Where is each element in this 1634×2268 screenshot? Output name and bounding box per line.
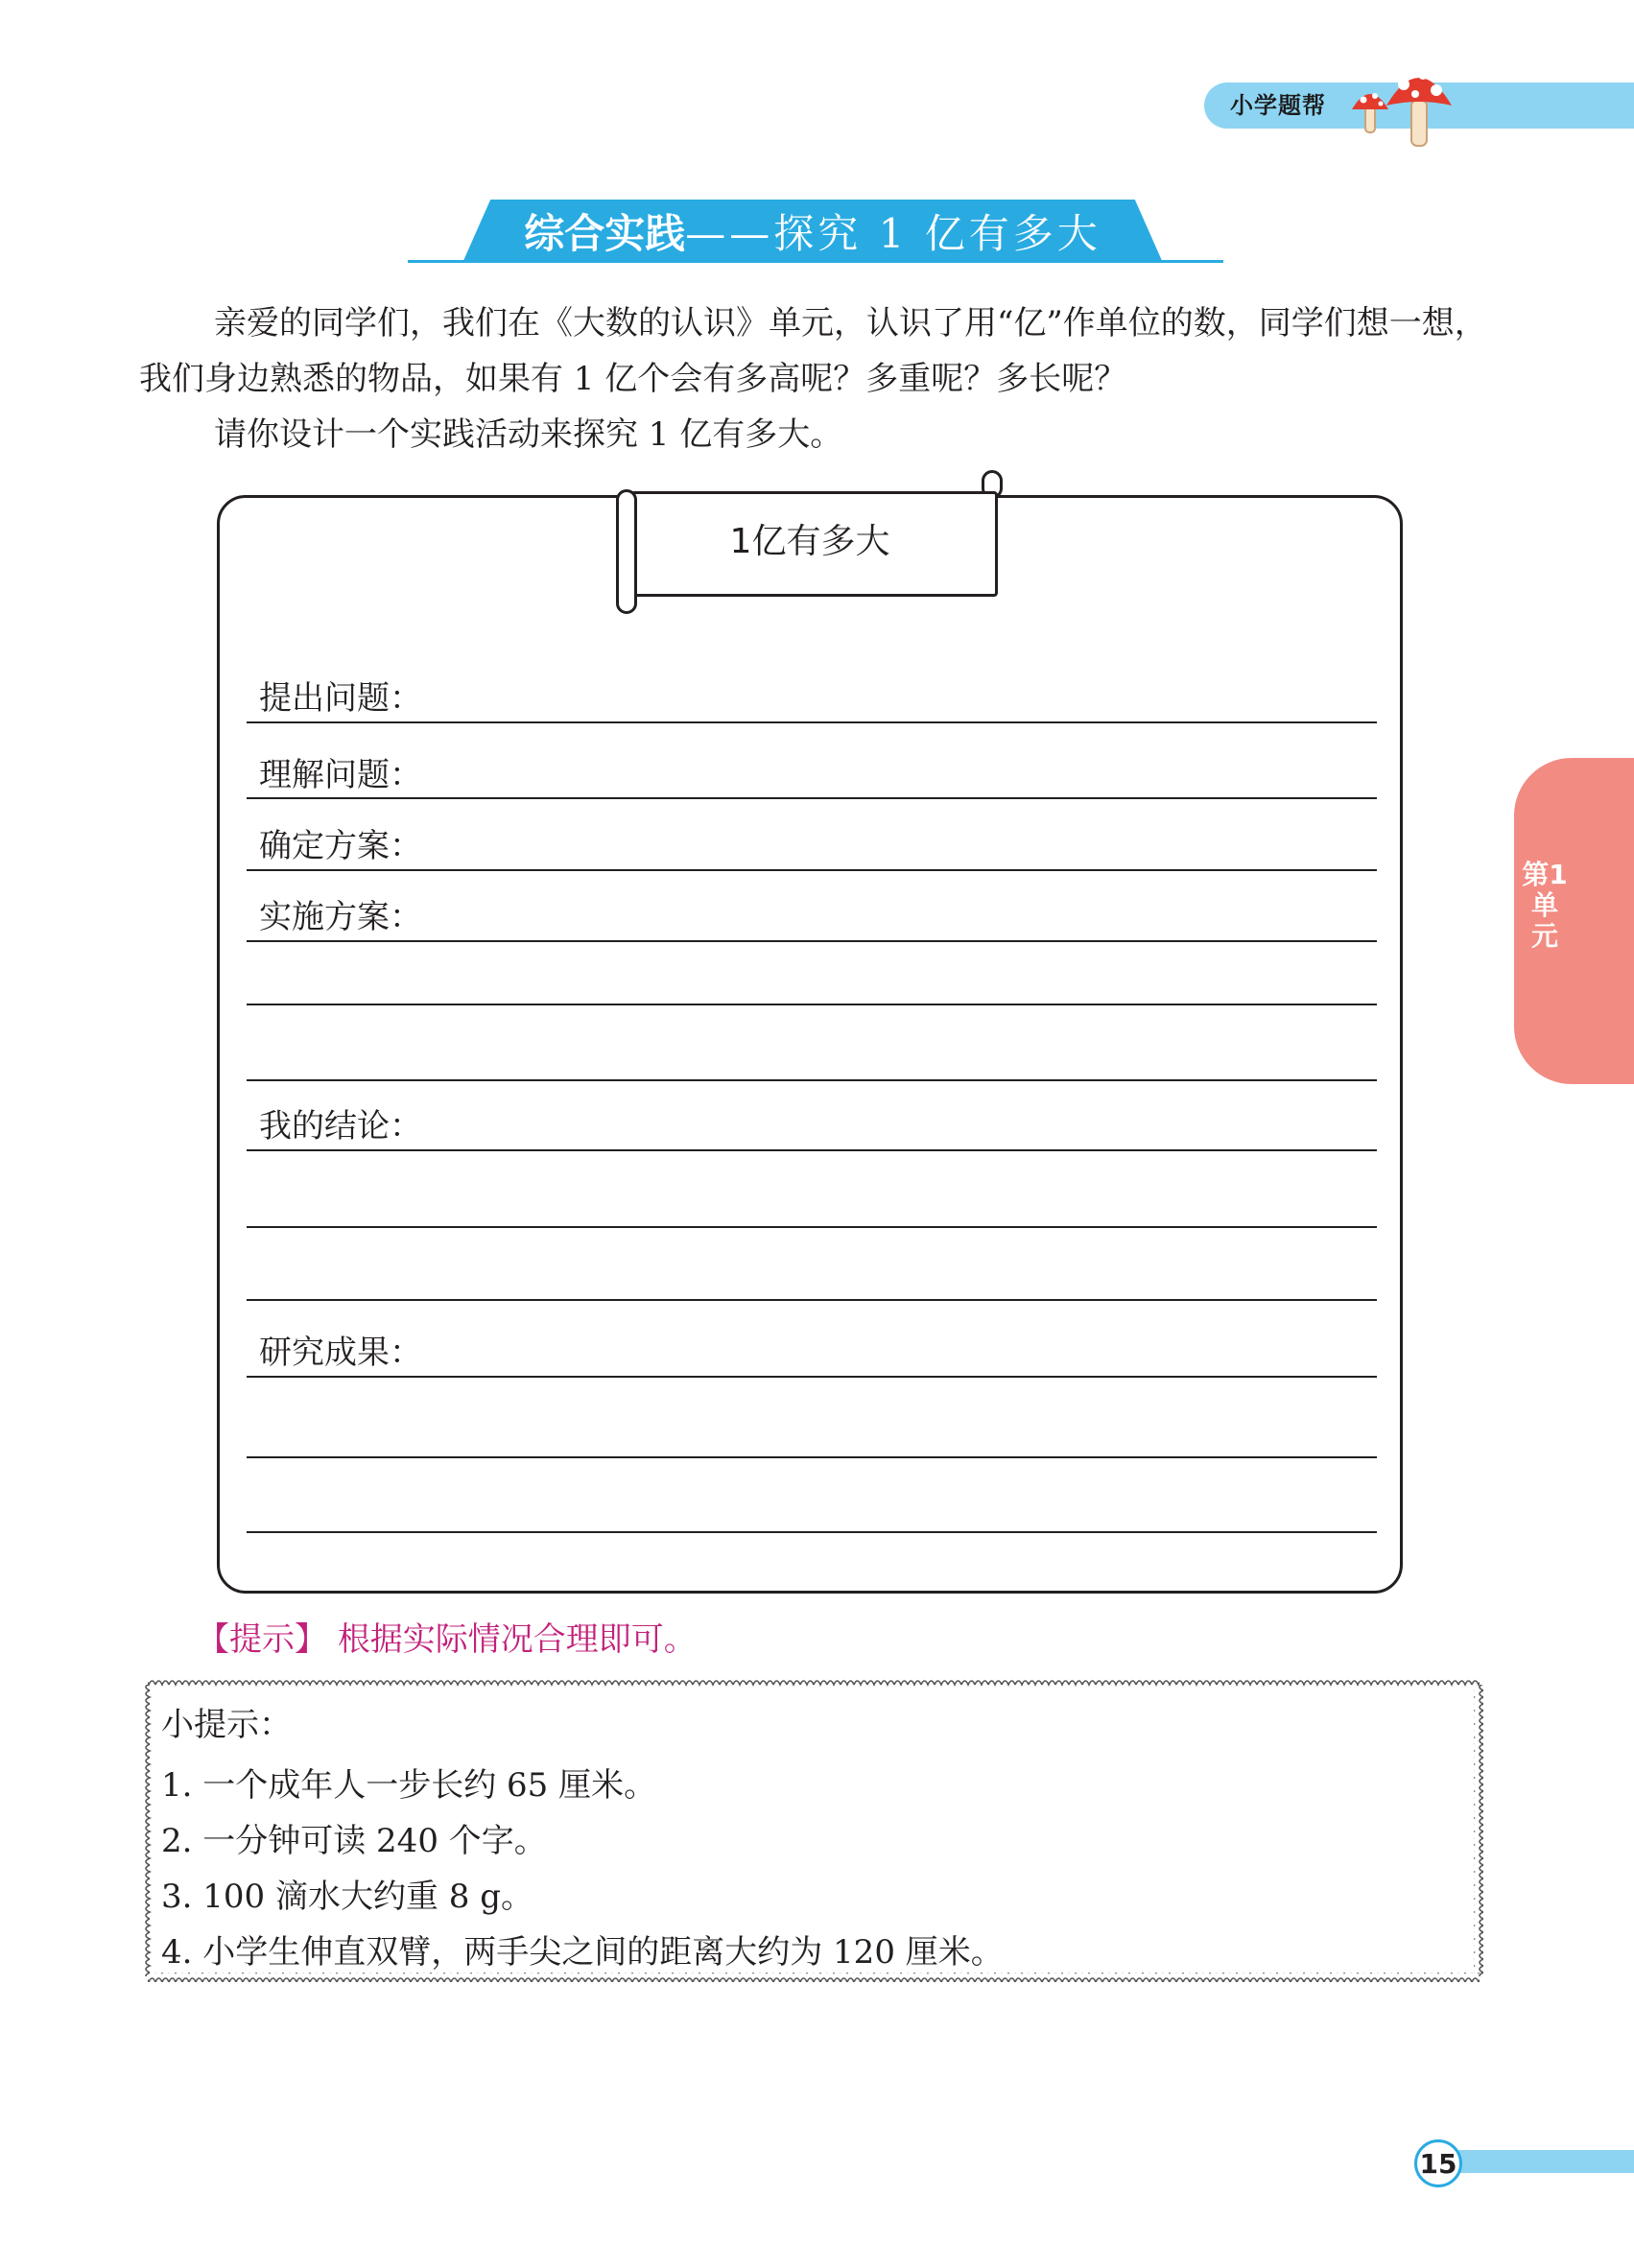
tip-item: 1. 一个成年人一步长约 65 厘米。 [161, 1766, 657, 1805]
hint [197, 1616, 697, 1664]
tip-item: 2. 一分钟可读 240 个字。 [161, 1822, 547, 1860]
answer-line[interactable] [247, 869, 1377, 871]
page-number-bar [1444, 2150, 1634, 2173]
worksheet-card [217, 495, 1403, 1594]
field-label-plan: 确定方案： [259, 827, 422, 865]
hint-text: 根据实际情况合理即可。 [337, 1620, 697, 1659]
answer-line[interactable] [247, 1149, 1377, 1151]
mushroom-icon [1348, 56, 1473, 152]
tip-item: 3. 100 滴水大约重 8 g。 [161, 1878, 533, 1916]
field-label-understand: 理解问题： [259, 756, 422, 794]
answer-line[interactable] [247, 940, 1377, 942]
answer-line[interactable] [247, 721, 1377, 723]
unit-side-tab-label: 第1单元 [1522, 859, 1568, 952]
field-label-conclusion: 我的结论： [259, 1107, 422, 1146]
header-brand: 小学题帮 [1230, 92, 1326, 119]
scroll-roll-left [616, 489, 637, 614]
answer-line[interactable] [247, 1226, 1377, 1228]
answer-line[interactable] [247, 1079, 1377, 1081]
intro [139, 295, 1502, 462]
title-sub: ——探究 1 亿有多大 [685, 210, 1101, 257]
tip-item: 4. 小学生伸直双臂，两手尖之间的距离大约为 120 厘米。 [161, 1933, 1004, 1972]
answer-line[interactable] [247, 1299, 1377, 1301]
card-title: 1亿有多大 [729, 522, 890, 561]
answer-line[interactable] [247, 1456, 1377, 1458]
answer-line[interactable] [247, 1004, 1377, 1005]
intro-paragraph-2: 请你设计一个实践活动来探究 1 亿有多大。 [214, 415, 843, 454]
answer-line[interactable] [247, 1376, 1377, 1378]
page-title [462, 200, 1163, 263]
answer-line[interactable] [247, 1531, 1377, 1533]
title-main: 综合实践 [524, 210, 686, 257]
answer-line[interactable] [247, 797, 1377, 799]
field-label-implement: 实施方案： [259, 898, 422, 936]
page-number: 15 [1414, 2139, 1462, 2187]
field-label-question: 提出问题： [259, 679, 422, 718]
field-label-results: 研究成果： [259, 1334, 422, 1372]
hint-tag: 【提示】 [197, 1620, 327, 1659]
tips-list [161, 1758, 1004, 1980]
tips-heading: 小提示： [161, 1706, 292, 1744]
intro-paragraph-1: 亲爱的同学们，我们在《大数的认识》单元，认识了用“亿”作单位的数，同学们想一想，我们身边熟悉的物品，如果有 1 亿个会有多高呢？多重呢？多长呢？ [139, 304, 1487, 398]
